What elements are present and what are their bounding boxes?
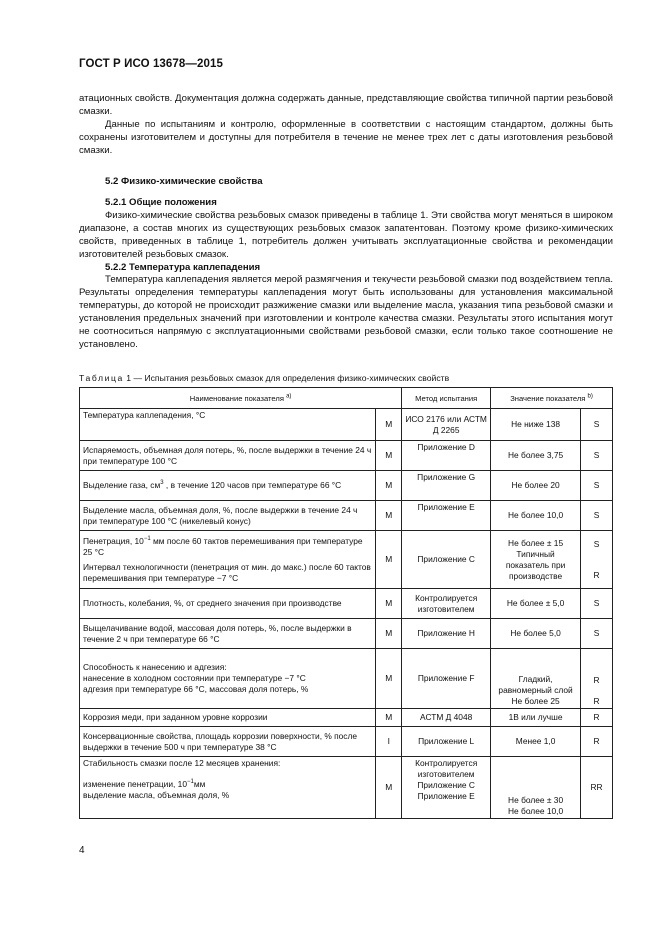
header-value: Значение показателя $^{b)}$ — [491, 388, 613, 409]
header-name: Наименование показателя $^{a)}$ — [80, 388, 402, 409]
section-5-2-1 — [79, 197, 613, 352]
table-row: Испаряемость, объемная доля потерь, %, после выдержки в течение 24 ч при температуре 100 °C M Приложение D Не более 3,75 S — [80, 441, 613, 471]
table-header-row — [80, 388, 613, 409]
table-caption-text: 1 — Испытания резьбовых смазок для определения физико-химических свойств — [123, 373, 450, 383]
table-row: Выделение газа, $см^3$ , в течение 120 часов при температуре 66 °C M Приложение G Не более 20 S — [80, 471, 613, 501]
heading-5-2-1: 5.2.1 Общие положения — [105, 197, 217, 208]
penetration-label: Пенетрация, $10^{-1}$ мм после 60 тактов перемешивания при температуре 25 °C — [83, 535, 363, 557]
table-row: Консервационные свойства, площадь коррозии поверхности, % после выдержки в течение 500 ч при температуре 38 °C I Приложение L Менее 1,0 R — [80, 727, 613, 757]
table-row: Плотность, колебания, %, от среднего значения при производстве M Контролируется изготовителем Не более ± 5,0 S — [80, 589, 613, 619]
paragraph-records: Данные по испытаниям и контролю, оформленные в соответствии с настоящим стандартом, должны быть сохранены изготовителем и доступны для потребителя в течение не менее трех лет с даты изготовления резьбовой смазки. — [79, 118, 613, 156]
table-caption-word: Таблица — [79, 373, 124, 383]
table-row: Стабильность смазки после 12 месяцев хранения: изменение пенетрации, $10^{-1}мм$ выделение масла, объемная доля, % M Контролируется изготовителем Приложение C Приложение E Не более ± 30 Не более 10,0 RR — [80, 757, 613, 819]
table-row: Способность к нанесению и адгезия: нанесение в холодном состоянии при температуре −7 °C адгезия при температуре 66 °C, массовая доля потерь, % M Приложение F Гладкий, равномерный слой Не более 25 R R — [80, 649, 613, 709]
page-number: 4 — [79, 845, 85, 856]
table-caption — [79, 373, 449, 383]
body-text-block — [79, 93, 613, 158]
section-5-2 — [79, 176, 613, 189]
heading-5-2: 5.2 Физико-химические свойства — [105, 176, 263, 187]
header-method: Метод испытания — [402, 388, 491, 409]
table-row: Температура каплепадения, °C M ИСО 2176 или АСТМ Д 2265 Не ниже 138 S — [80, 409, 613, 441]
heading-5-2-2: 5.2.2 Температура каплепадения — [105, 261, 261, 273]
paragraph-general: Физико-химические свойства резьбовых смазок приведены в таблице 1. Эти свойства могут меняться в широком диапазоне, а состав многих из существующих резьбовых смазок запатентован. Поэтому кроме физико-химических свойств, приведенных в таблице 1, потребитель должен учитывать эксплуатационные свойства и рекомендации изготовителей резьбовых смазок. — [79, 209, 613, 260]
workability-label: Интервал технологичности (пенетрация от мин. до макс.) после 60 тактов перемешивания при температуре −7 °C — [83, 561, 371, 583]
paragraph-dropping-point: Температура каплепадения является мерой размягчения и текучести резьбовой смазки под воздействием тепла. Результаты определения температуры каплепадения могут быть использованы для установления максимальной температуры, до которой не происходит разжижение смазки или выделение масла, указания типа резьбовой смазки и установления предельных значений при изготовлении и контроле качества смазки. Результаты этого испытания могут не соотноситься напрямую с эксплуатационными свойствами резьбовой смазки, если только такое соотношение не установлено. — [79, 274, 613, 350]
standard-header: ГОСТ Р ИСО 13678—2015 — [79, 58, 224, 70]
properties-table — [79, 387, 613, 819]
table-row: Пенетрация, $10^{-1}$ мм после 60 тактов перемешивания при температуре 25 °C Интервал технологичности (пенетрация от мин. до макс.) после 60 тактов перемешивания при температуре −7 °C M Приложение C Не более ± 15 Типичный показатель при производстве S R — [80, 531, 613, 589]
table-row: Выщелачивание водой, массовая доля потерь, %, после выдержки в течение 2 ч при температуре 66 °C M Приложение H Не более 5,0 S — [80, 619, 613, 649]
paragraph-continuation: атационных свойств. Документация должна содержать данные, представляющие свойства типичной партии резьбовой смазки. — [79, 93, 613, 117]
table-row: Коррозия меди, при заданном уровне коррозии M АСТМ Д 4048 1B или лучше R — [80, 709, 613, 727]
table-row: Выделение масла, объемная доля, %, после выдержки в течение 24 ч при температуре 100 °C (никелевый конус) M Приложение E Не более 10,0 S — [80, 501, 613, 531]
